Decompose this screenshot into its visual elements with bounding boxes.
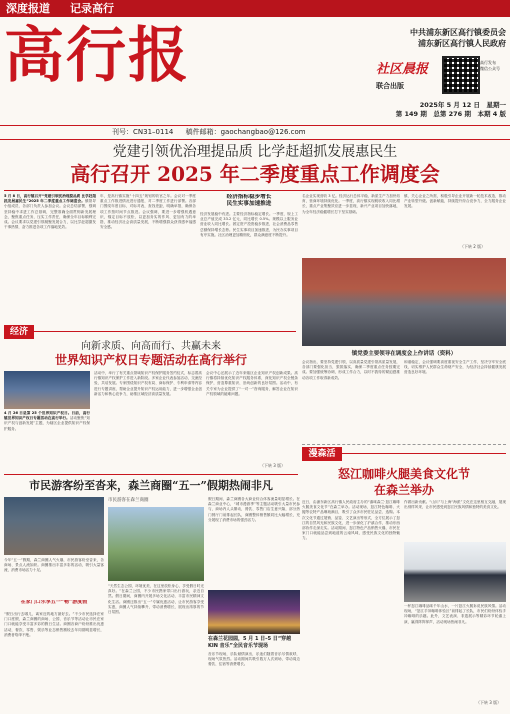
culture-rule [342,453,506,454]
market-col-1: 今年“五一”假期，森兰商圈人气火爆，市民游客纷至沓来，各商场、景点人流如织。商圈推出丰富多彩的活动，吸引大量客流，消费市场活力十足。 [4,558,104,573]
economy-photo [4,371,90,409]
sponsor-block [292,27,506,49]
market-photo-3 [208,590,300,634]
market-col-2: “假日出行去哪儿，离家近的地方最好去。”不少市民选择在家门口度假，森兰商圈的商场、公园、音乐节等活动让市民在家门口就能享受丰富多彩的假日生活。商圈各商户纷纷推出优惠活动，餐饮、零售、娱乐等业态销售额较去年同期明显增长，消费者络绎不绝。 [4,612,104,637]
economy-col-3: 会议中心还展示了近年来辖区企业知识产权创新成果。高行镇将持续优化知识产权服务体系，深化知识产权全链条保护，营造尊重知识、崇尚创新的良好氛围。活动中，有关专家为企业提供了“一对一”咨询服务，解答企业在知识产权领域的疑难问题。 [206,371,298,396]
market-col-4: 假日期间，森兰商圈各大商业综合体客流量明显增长。在森兰商业中心，“城市漫游季”等主题活动吸引大量市民参与，商场内人头攒动，餐饮、零售门店生意兴隆，部分热门餐厅门前排起长队，商圈整体销售额同比大幅增长，充分展现了消费市场的强劲活力。 [208,497,300,522]
culture-col-3: 一杯怒江咖啡品味千年山水，一片怒江火腿诉说民族风情。活动现场，“怒江手冲咖啡体验区”前排起了长队，市民们纷纷体验手冲咖啡的乐趣。此外，文艺表演、非遗展示等精彩环节轮番上演，赢得阵阵掌声，活动现场热闹非凡。 [404,604,506,624]
lead-rule [4,190,506,191]
section-label-deep: 深度报道 [6,2,50,15]
lead-col-7: 和谐稳定，会议强调要高度重视安全生产工作，坚决守牢安全底线，切实维护人民群众生命财产安全，为经济社会持续健康发展营造良好环境。 [404,360,506,375]
lead-photo [302,258,506,346]
continued-marker-2: （下转 3 版） [260,463,286,468]
lead-subhead: 经济指标稳步增长 民生实事加速推进 [226,194,272,207]
qr-label: 高行发布 微信公众号 [480,60,500,71]
lead-col-1: 5 月 8 日，高行镇召开“党建引领优治理提品质 比学赶超抓发展惠民生”2025 年二季度重点工作调度会。镇领导小组成员、各部门负责人参加会议。会议总结部署，强调坚持稳中求进工作总基调，完整准确全面贯彻新发展理念，聚焦重点任务，压实工作责任，确保全年目标顺利完成。会议要求以党建引领凝聚发展合力，以比学赶超激发干事热情，奋力推进各项工作落地见效。 [4,194,96,230]
culture-headline: 怒江咖啡火腿美食文化节 在森兰举办 [337,467,470,497]
lead-col-6: 会议指出，要坚持党建引领，以高质量党建引领高质量发展，各部门要强化担当，狠抓落实，确保二季度重点任务按期完成。要加强统筹协调，形成工作合力，以时不我待的紧迫感推动各项工作取得新成效。 [302,360,400,380]
culture-dash [302,444,506,445]
culture-col-1: 近日，由浦东新区高行镇人民政府主办的“滇味森兰·怒江咖啡火腿美食文化节”在森兰举办。活动现场，怒江特色咖啡、火腿等农特产品琳琅满目，吸引了众多市民驻足品尝、选购。本次文化节通过展销、品鉴、文艺演出等形式，全方位展示了怒江的自然风光和民族文化，进一步深化了沪滇合作，推动东西部协作走深走实。活动期间，怒江特色产品销售火爆，市民在家门口就能品尝到地道的云南风味，感受民族文化的独特魅力。 [302,500,400,541]
continued-marker-3: （下转 3 版） [476,700,502,705]
header-rule [0,125,510,126]
issue-info [350,101,506,119]
lead-col-3: 经济发展稳中有进。主要经济指标稳定增长。一季度，规上工业总产值完成 33.2 亿元，同比增长 0.5%。规模以上服务业营业收入同比增长。固定资产投资稳步推进，社会消费品零售总额保持增长态势。民生实事项目加速推进，为民办实事项目有序实施。社区治理更加精细化，群众满意度不断提升。 [200,212,298,237]
section-banner [0,0,510,17]
culture-col-2: 作做出新贡献。“山川”与上海“海派”文化在这里相互交融，展现出别样风采，让市民感受到怒江民族风情和独特的美食文化。 [404,500,506,510]
market-subhead: 在家门口乐享五一“畅”游度假 [20,600,88,605]
issue-date: 2025年 5 月 12 日 星期一 [419,101,506,109]
email: 稿件邮箱：gaochangbao@126.com [185,128,306,136]
continued-marker-1: （下转 2 版） [460,244,486,249]
market-rule [4,474,298,475]
culture-photo [404,542,506,602]
section-tag-economy: 经济 [4,325,34,339]
logo-text: 社区晨报 [376,62,429,77]
lead-kicker: 党建引领优治理提品质 比学赶超抓发展惠民生 [112,144,398,160]
section-tag-culture: 漫森活 [302,447,342,461]
community-logo [376,58,438,92]
info-bar [112,127,306,137]
market-photo-caption: 市民游客在森兰商圈 [108,498,149,503]
economy-col-1: 4 月 26 日是第 25 个世界知识产权日。日前，高行镇世界知识产权日专题活动在高行举行。活动聚焦“知识产权与创新发展”主题，为辖区企业提供知识产权保护服务。 [4,411,90,431]
economy-col-2: 活动中，举行了有关重点领域知识产权保护服务签约仪式，标志着高行镇知识产权保护工作进入新阶段。多家企业代表参加活动，交流经验，共话发展。专家围绕知识产权布局、商标保护、专利申请等内容进行专题讲座，帮助企业提升知识产权运用能力，进一步增强企业创新活力和核心竞争力，助推区域经济高质量发展。 [94,371,202,396]
market-col-5: 音乐节现场，乐队倾情演出，乐迷们随着音乐尽情欢呼，现场气氛热烈。活动期间共吸引数万人次到场，带动周边餐饮、住宿等消费增长。 [208,652,300,667]
sponsor-line-1: 中共浦东新区高行镇委员会 [410,28,506,37]
lead-col-2: 年，是高行镇实施“十四五”规划的收官之年。会议对一季度重点工作推进情况进行通报，对二季度工作进行部署。各部门围绕年度目标，对标对表，查找差距，明确举措，确保各项工作按时间节点推进。会议强调，要进一步增强机遇意识，锚定目标不放松，以更加务实的作风、更加有力的举措，推动经济社会高质量发展，不断增强群众获得感幸福感安全感。 [100,194,196,230]
header-rule-2 [0,139,510,140]
economy-rule [34,331,296,332]
market-caption: 在森兰花园圆，5 月 1 日–5 日“穿越 KIN 音乐”全民音乐节现场 [208,636,292,649]
economy-headline: 世界知识产权日专题活动在高行举行 [54,353,247,367]
market-col-3: “天然生态公园，环境优美，在这里放松身心，享受假日时光真好。”在森兰公园，不少市民携家带口出行游玩，亲近自然。假日期间，商圈内开展多场文化活动，丰富市民精神文化生活。商圈还推出“五一”专属优惠活动，让市民游客享受实惠，商圈人气持续攀升，带动消费增长，展现出浓厚的节日氛围。 [108,584,204,615]
economy-kicker: 向新求质、向高而行、共赢未来 [81,341,221,352]
section-label-record: 记录高行 [70,2,114,15]
lead-col-5: 镇，关心企业之所需，积极引导企业开展新一轮技术改造，推动产业转型升级。创新赋能，持续提升综合竞争力，全力服务企业发展。 [404,194,506,209]
market-headline: 市民游客纷至沓来，森兰商圈“五一”假期热闹非凡 [29,479,273,492]
qr-code-icon[interactable] [442,56,480,94]
sponsor-line-2: 浦东新区高行镇人民政府 [418,39,506,48]
lead-photo-caption: 镇党委主要领导在调度会上作讲话（资料） [351,351,457,357]
cn-number: 刊号：CN31–0114 [112,128,174,136]
issue-number: 第 149 期 总第 276 期 本期 4 版 [395,110,506,118]
lead-headline: 高行召开 2025 年二季度重点工作调度会 [70,162,440,186]
market-photo-1 [4,497,104,555]
market-photo-2 [108,507,204,581]
lead-col-4: 名企业实现营收 3 亿。经济运行总体平稳，新质生产力加快培育，营商环境持续优化。一季度，高行镇实现税收收入同比增长，重点产业集聚效应进一步显现，新兴产业项目加快落地，为全年经济稳健增长打下坚实基础。 [302,194,400,214]
logo-sub: 联合出版 [376,82,404,90]
masthead-title: 高行报 [4,21,190,91]
